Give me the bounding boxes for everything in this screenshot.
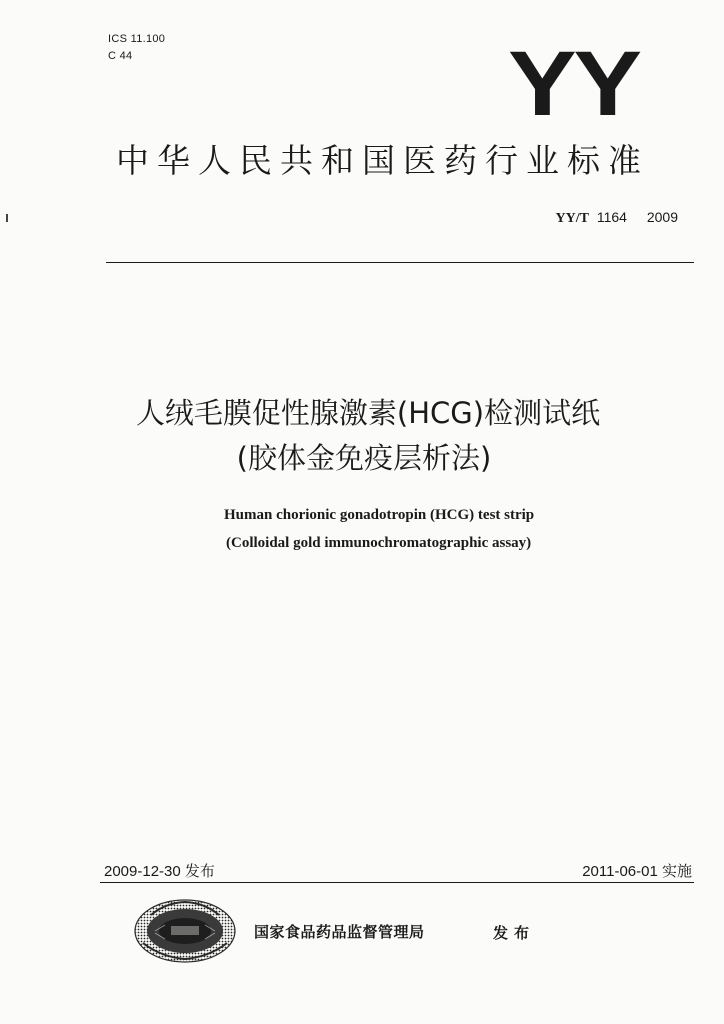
standard-number-prefix: YY/T [555,211,589,226]
standard-number-year: 2009 [646,209,678,225]
standard-category-title: 中华人民共和国医药行业标准 [116,141,649,180]
english-title-line-1: Human chorionic gonadotropin (HCG) test strip [224,507,535,523]
implementation-date: 2011-06-01 实施 [582,863,692,880]
chinese-title-line-1: 人绒毛膜促性腺激素(HCG)检测试纸 [135,396,601,430]
header-divider [106,262,694,263]
yy-logo: YY [508,33,639,135]
issue-date: 2009-12-30 发布 [104,863,215,880]
ics-code: ICS 11.100 [108,33,166,45]
publish-label: 发布 [493,924,536,942]
national-emblem-icon [131,895,239,967]
footer-divider [100,882,694,883]
standard-number-value: 1164 [596,209,627,225]
standard-number [556,209,679,227]
scan-edge-mark [6,214,8,222]
classification-codes [108,31,165,65]
english-title-line-2: (Colloidal gold immunochromatographic assay) [226,535,532,551]
ccs-code: C 44 [108,50,133,62]
chinese-title-line-2: (胶体金免疫层析法) [236,441,492,475]
issuing-agency: 国家食品药品监督管理局 [254,923,425,941]
